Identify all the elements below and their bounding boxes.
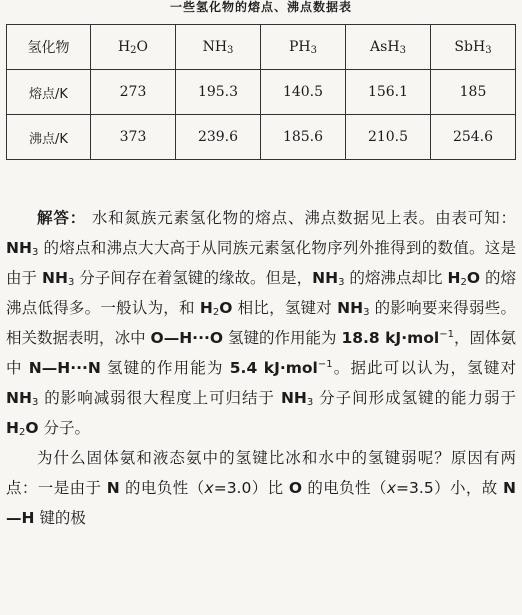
- subscript: 3: [363, 307, 370, 318]
- text-run: 氢键的作用能为: [100, 359, 230, 377]
- text-run: NH: [6, 389, 32, 407]
- table-row-melting-point: [7, 70, 516, 115]
- text-run: 的电负性（: [119, 479, 205, 497]
- table-cell: 156.1: [346, 70, 431, 115]
- table-caption: 一些氢化物的熔点、沸点数据表: [169, 0, 352, 14]
- text-run: H: [199, 299, 213, 317]
- text-run: 相比，氢键对: [232, 299, 338, 317]
- table-corner-cell: 氢化物: [7, 25, 91, 70]
- subscript: 2: [18, 427, 26, 438]
- text-run: x: [386, 479, 397, 497]
- text-run: 键的极: [34, 509, 86, 527]
- paragraph-followup: [6, 443, 516, 533]
- header-nh3: $NH_3$: [176, 25, 261, 70]
- text-run: 的熔沸点低得多。一般认为，和: [6, 269, 516, 317]
- subscript: 3: [338, 277, 345, 288]
- text-run: =3.0）比: [213, 479, 289, 497]
- text-run: 的熔沸点却比: [344, 269, 448, 287]
- text-run: 分子间存在着氢键的缘故。但是，: [74, 269, 313, 287]
- header-h2o: $H_2O$: [91, 25, 176, 70]
- table-cell: 140.5: [261, 70, 346, 115]
- subscript: 3: [67, 277, 75, 288]
- table-cell: 185: [431, 70, 516, 115]
- text-run: NH: [6, 239, 32, 257]
- text-run: O: [288, 479, 303, 497]
- text-run: 的影响要来得弱些。相关数据表明，冰中: [6, 299, 516, 347]
- answer-body: [6, 203, 516, 533]
- subscript: 3: [306, 397, 314, 408]
- text-run: 分子间形成氢键的能力弱于: [313, 389, 516, 407]
- text-run: O: [25, 419, 39, 437]
- subscript: 2: [212, 307, 220, 318]
- table-cell: 254.6: [431, 115, 516, 160]
- text-run: O—H···O: [150, 329, 224, 347]
- supscript: −1: [439, 329, 454, 340]
- subscript: 3: [31, 247, 39, 258]
- table-cell: 239.6: [176, 115, 261, 160]
- text-run: H: [447, 269, 461, 287]
- text-run: 18.8 kJ·mol: [341, 329, 440, 347]
- row-label-melting: 熔点/K: [7, 70, 91, 115]
- table-cell: 195.3: [176, 70, 261, 115]
- header-sbh3: SbH$_3$: [431, 25, 516, 70]
- text-run: ，固体氨中: [6, 329, 516, 377]
- text-run: NH: [42, 269, 68, 287]
- header-ash3: AsH$_3$: [346, 25, 431, 70]
- row-label-boiling: 沸点/K: [7, 115, 91, 160]
- table-cell: 373: [91, 115, 176, 160]
- text-run: 氢键的作用能为: [223, 329, 342, 347]
- text-run: 分子。: [38, 419, 90, 437]
- header-ph3: $PH_3$: [261, 25, 346, 70]
- hydride-data-table: [6, 24, 516, 160]
- text-run: 的电负性（: [302, 479, 387, 497]
- subscript: 3: [31, 397, 39, 408]
- text-run: N—H···N: [28, 359, 101, 377]
- table-cell: 185.6: [261, 115, 346, 160]
- text-run: =3.5）小，故: [396, 479, 503, 497]
- answer-lead: 解答：: [37, 209, 87, 227]
- text-run: NH: [337, 299, 364, 317]
- text-run: 的影响减弱很大程度上可归结于: [38, 389, 281, 407]
- table-row-boiling-point: [7, 115, 516, 160]
- paragraph-answer: [6, 203, 516, 443]
- text-run: 水和氮族元素氢化物的熔点、沸点数据见上表。由表可知：: [91, 209, 516, 227]
- text-run: 的熔点和沸点大大高于从同族元素氢化物序列外推得到的数值。这是由于: [6, 239, 516, 287]
- text-run: 5.4 kJ·mol: [229, 359, 318, 377]
- text-run: 为什么固体氨和液态氨中的氢键比冰和水中的氢键弱呢？原因有两点：一是由于: [6, 449, 516, 497]
- supscript: −1: [317, 359, 333, 370]
- text-run: NH: [312, 269, 339, 287]
- text-run: H: [6, 419, 19, 437]
- text-run: NH: [280, 389, 307, 407]
- table-cell: 273: [91, 70, 176, 115]
- text-run: O: [219, 299, 233, 317]
- table-header-row: [7, 25, 516, 70]
- table-cell: 210.5: [346, 115, 431, 160]
- text-run: N: [106, 479, 120, 497]
- text-run: 。据此可以认为，氢键对: [332, 359, 516, 377]
- text-run: O: [466, 269, 481, 287]
- subscript: 2: [460, 277, 467, 288]
- text-run: x: [204, 479, 214, 497]
- text-run: N—H: [6, 479, 516, 527]
